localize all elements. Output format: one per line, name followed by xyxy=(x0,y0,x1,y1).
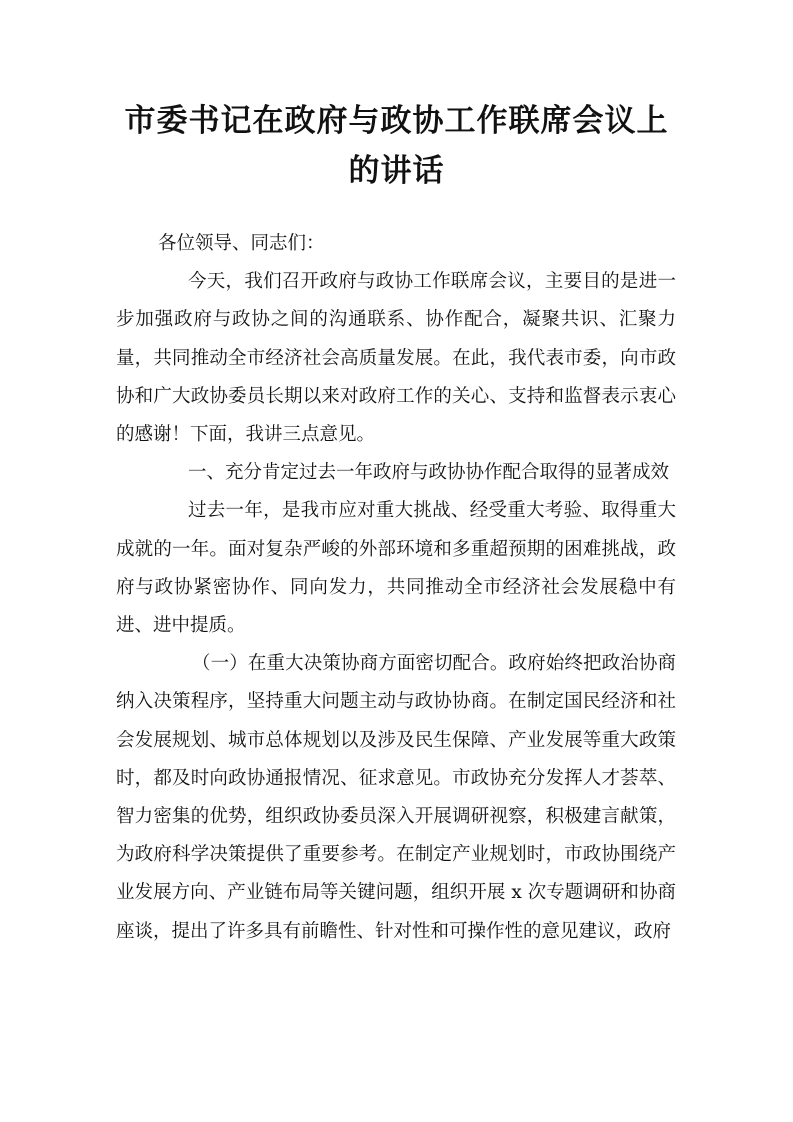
paragraph-review: 过去一年，是我市应对重大挑战、经受重大考验、取得重大成就的一年。面对复杂严峻的外部环境和多重超预期的困难挑战，政府与政协紧密协作、同向发力，共同推动全市经济社会发展稳中有进、进中提质。 xyxy=(116,500,676,637)
section-heading-1: 一、充分肯定过去一年政府与政协协作配合取得的显著成效 xyxy=(188,462,670,484)
document-body xyxy=(116,225,676,951)
salutation: 各位领导、同志们： xyxy=(158,233,325,254)
document-title: 市委书记在政府与政协工作联席会议上的讲话 xyxy=(124,103,669,189)
paragraph-subsection-1: （一）在重大决策协商方面密切配合。政府始终把政治协商纳入决策程序，坚持重大问题主动与政协协商。在制定国民经济和社会发展规划、城市总体规划以及涉及民生保障、产业发展等重大政策时，都及时向政协通报情况、征求意见。市政协充分发挥人才荟萃、智力密集的优势，组织政协委员深入开展调研视察，积极建言献策，为政府科学决策提供了重要参考。在制定产业规划时，市政协围绕产业发展方向、产业链布局等关键问题，组织开展 x 次专题调研和协商座谈，提出了许多具有前瞻性、针对性和可操作性的意见建议，政府 xyxy=(116,653,676,942)
paragraph-opening: 今天，我们召开政府与政协工作联席会议，主要目的是进一步加强政府与政协之间的沟通联系、协作配合，凝聚共识、汇聚力量，共同推动全市经济社会高质量发展。在此，我代表市委，向市政协和广大政协委员长期以来对政府工作的关心、支持和监督表示衷心的感谢！下面，我讲三点意见。 xyxy=(116,271,676,446)
